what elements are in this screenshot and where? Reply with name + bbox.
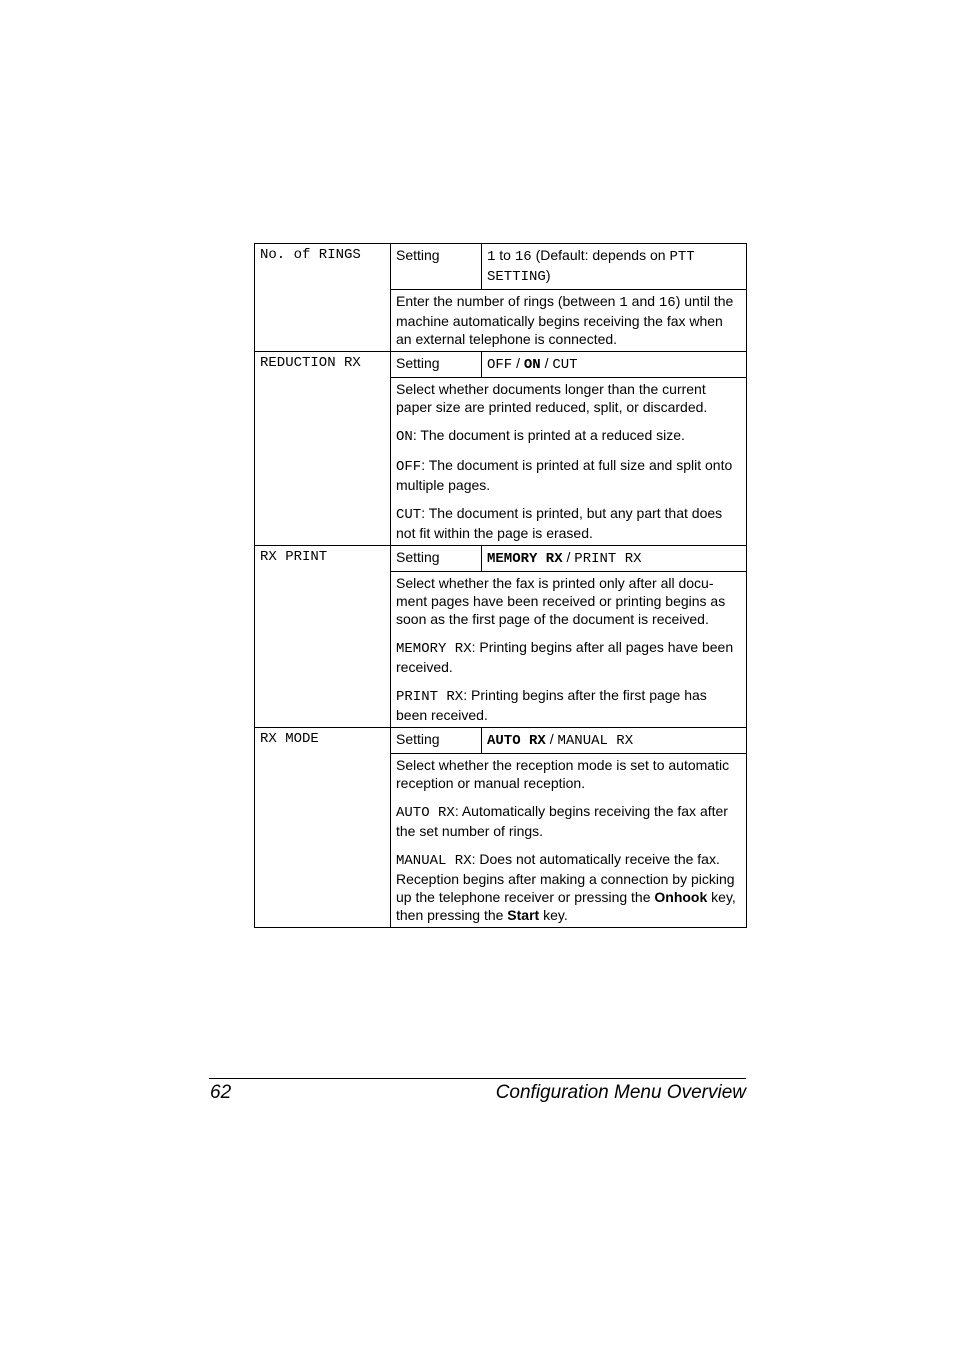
menu-item-name: No. of RINGS <box>255 244 391 352</box>
setting-label: Setting <box>391 546 482 572</box>
description: Enter the number of rings (between 1 and 16) until the machine automatically begins receiving the fax when an external telephone is connected. <box>391 290 747 352</box>
menu-item-name: RX MODE <box>255 728 391 928</box>
config-table <box>254 243 747 928</box>
description: Select whether the reception mode is set to automatic reception or manual reception. AUTO RX: Automatically begins receiving the fax after the set number of rings. MANUAL RX: Does not automatically receive the fax. Reception begins after making a connection by picking up the telephone receiver or pressing the Onhook key, then pressing the Start key. <box>391 754 747 928</box>
table-row <box>255 728 747 754</box>
setting-value: OFF / ON / CUT <box>482 352 747 378</box>
setting-value: AUTO RX / MANUAL RX <box>482 728 747 754</box>
section-title: Configuration Menu Overview <box>495 1082 746 1103</box>
setting-label: Setting <box>391 728 482 754</box>
page-number: 62 <box>210 1082 232 1103</box>
setting-label: Setting <box>391 352 482 378</box>
setting-value: 1 to 16 (Default: depends on PTT SETTING) <box>482 244 747 290</box>
table-row <box>255 244 747 290</box>
footer-divider <box>209 1078 746 1079</box>
description: Select whether the fax is printed only after all docu-ment pages have been received or printing begins as soon as the first page of the document is received. MEMORY RX: Printing begins after all pages have been received. PRINT RX: Printing begins after the first page has been received. <box>391 572 747 728</box>
table-row <box>255 546 747 572</box>
setting-label: Setting <box>391 244 482 290</box>
setting-value: MEMORY RX / PRINT RX <box>482 546 747 572</box>
menu-item-name: RX PRINT <box>255 546 391 728</box>
menu-item-name: REDUCTION RX <box>255 352 391 546</box>
table-row <box>255 352 747 378</box>
description: Select whether documents longer than the current paper size are printed reduced, split, or discarded. ON: The document is printed at a reduced size. OFF: The document is printed at full size and split onto multiple pages. CUT: The document is printed, but any part that does not fit within the page is erased. <box>391 378 747 546</box>
